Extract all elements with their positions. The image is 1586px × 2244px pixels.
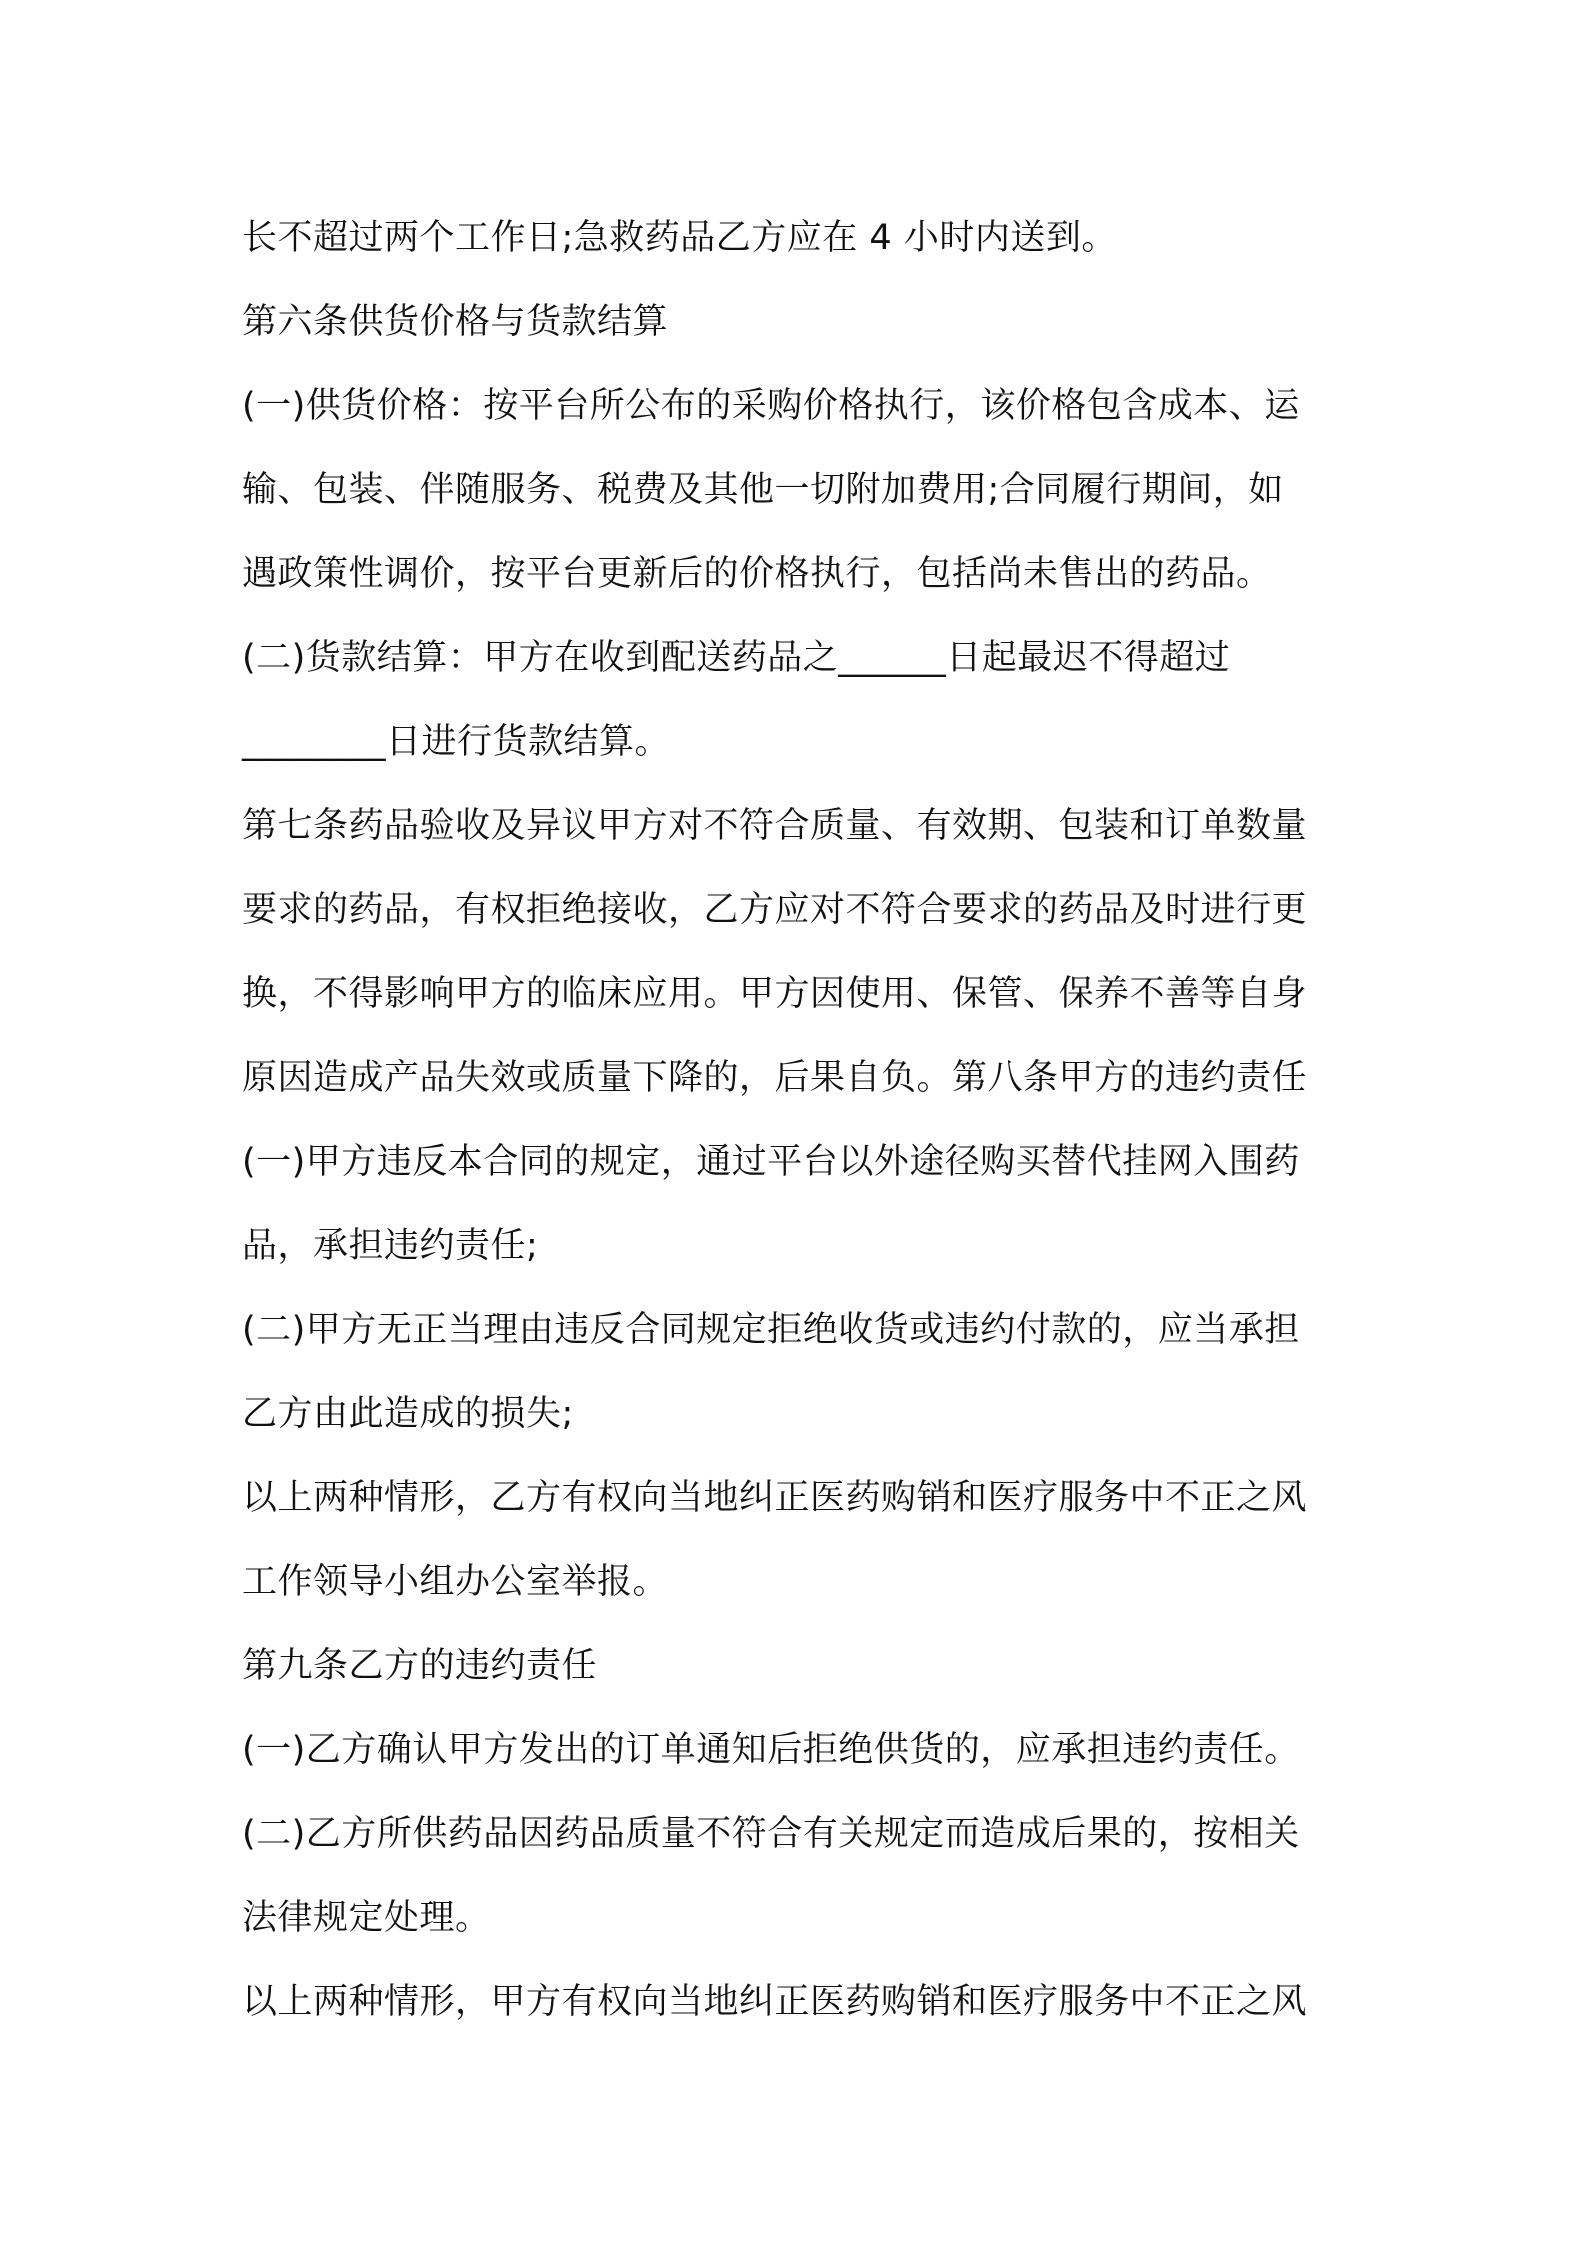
text-line: 以上两种情形，乙方有权向当地纠正医药购销和医疗服务中不正之风 <box>242 1478 1308 1518</box>
text-line: 长不超过两个工作日;急救药品乙方应在 4 小时内送到。 <box>242 218 1117 258</box>
text-line: 第七条药品验收及异议甲方对不符合质量、有效期、包装和订单数量 <box>242 806 1308 846</box>
text-line: 法律规定处理。 <box>242 1898 491 1938</box>
document-body <box>242 196 1362 2044</box>
text-line: 原因造成产品失效或质量下降的，后果自负。第八条甲方的违约责任 <box>242 1058 1308 1098</box>
section-heading: 第六条供货价格与货款结算 <box>242 302 669 342</box>
text-line: (二)乙方所供药品因药品质量不符合有关规定而造成后果的，按相关 <box>242 1814 1300 1854</box>
text-line: (一)乙方确认甲方发出的订单通知后拒绝供货的，应承担违约责任。 <box>242 1730 1300 1770</box>
text-line: (二)甲方无正当理由违反合同规定拒绝收货或违约付款的，应当承担 <box>242 1310 1300 1350</box>
text-line: 要求的药品，有权拒绝接收，乙方应对不符合要求的药品及时进行更 <box>242 890 1308 930</box>
section-heading: 第九条乙方的违约责任 <box>242 1646 598 1686</box>
text-line: ________日进行货款结算。 <box>242 722 671 762</box>
text-line: 品，承担违约责任; <box>242 1226 539 1266</box>
text-line: (一)供货价格：按平台所公布的采购价格执行，该价格包含成本、运 <box>242 386 1300 426</box>
text-line: 以上两种情形，甲方有权向当地纠正医药购销和医疗服务中不正之风 <box>242 1982 1308 2022</box>
text-line: 遇政策性调价，按平台更新后的价格执行，包括尚未售出的药品。 <box>242 554 1272 594</box>
text-line: (一)甲方违反本合同的规定，通过平台以外途径购买替代挂网入围药 <box>242 1142 1300 1182</box>
text-line: 乙方由此造成的损失; <box>242 1394 574 1434</box>
text-line: 工作领导小组办公室举报。 <box>242 1562 669 1602</box>
text-line: 换，不得影响甲方的临床应用。甲方因使用、保管、保养不善等自身 <box>242 974 1308 1014</box>
text-line: 输、包装、伴随服务、税费及其他一切附加费用;合同履行期间，如 <box>242 470 1284 510</box>
text-line: (二)货款结算：甲方在收到配送药品之______日起最迟不得超过 <box>242 638 1231 678</box>
